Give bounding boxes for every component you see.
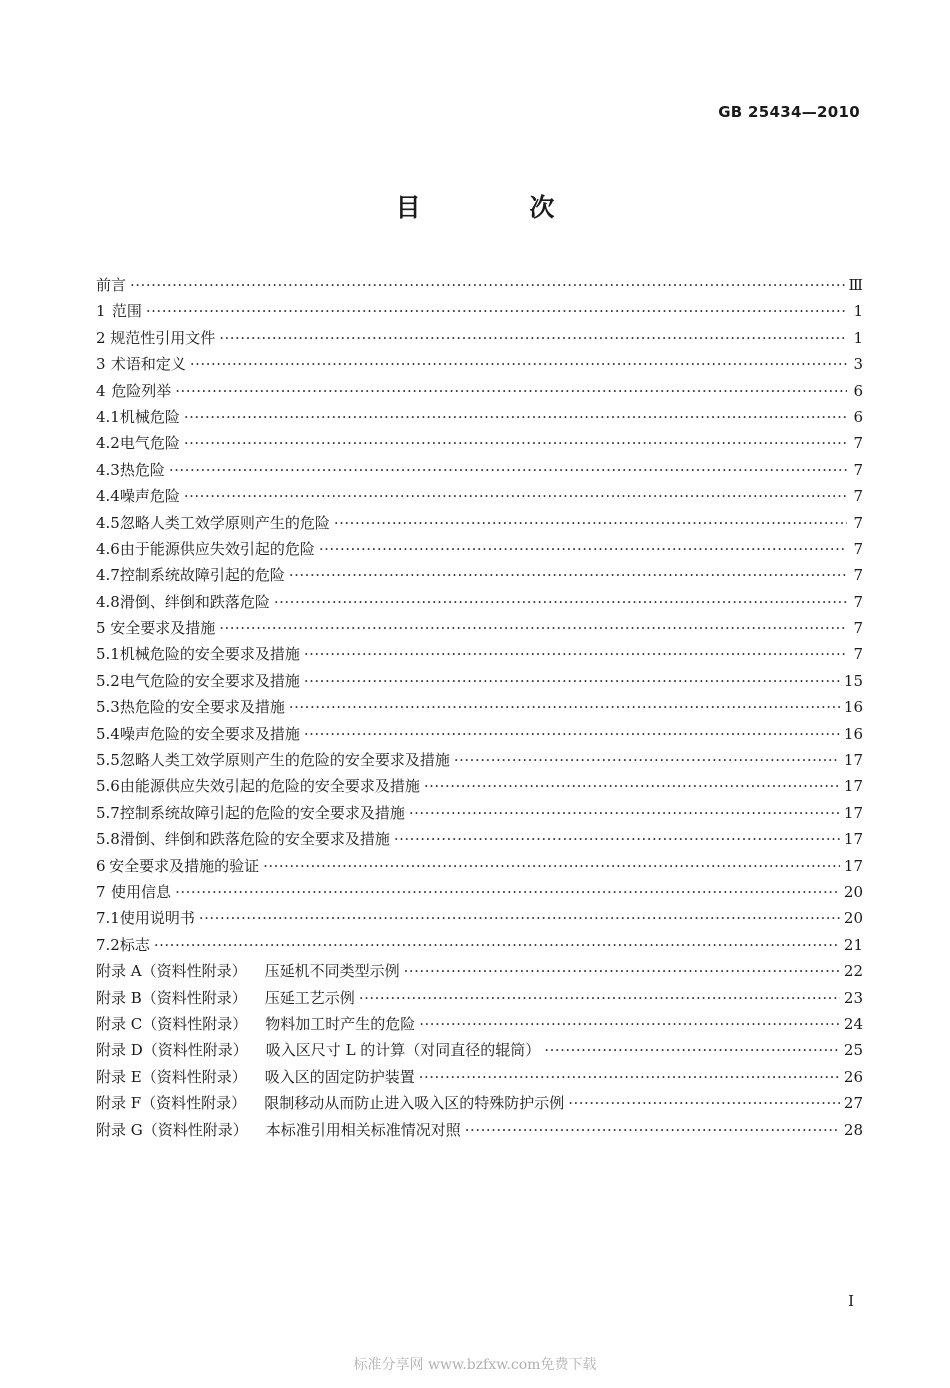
toc-entry-number: 5.8 <box>96 830 120 849</box>
toc-entry[interactable] <box>96 510 863 536</box>
toc-entry-page: 16 <box>843 724 863 743</box>
toc-entry-label: 规范性引用文件 <box>110 328 216 347</box>
toc-entry-label: 由于能源供应失效引起的危险 <box>119 539 315 558</box>
toc-entry-page: 17 <box>843 830 863 849</box>
toc-entry-page: 17 <box>843 803 863 822</box>
watermark: 标准分享网 www.bzfxw.com免费下载 <box>353 1357 597 1373</box>
dot-leader <box>394 826 840 852</box>
dot-leader <box>419 1011 840 1037</box>
toc-entry[interactable] <box>96 721 863 747</box>
toc-entry[interactable] <box>96 747 863 773</box>
toc-entry[interactable] <box>96 1011 863 1037</box>
dot-leader <box>175 879 840 905</box>
toc-entry-page: 7 <box>853 619 863 638</box>
toc-entry-number: 2 <box>96 328 106 347</box>
toc-entry-label: 安全要求及措施的验证 <box>109 856 260 875</box>
toc-entry-label: 噪声危险的安全要求及措施 <box>119 724 300 743</box>
toc-entry-page: 7 <box>853 434 863 453</box>
toc-entry-number: 4 <box>96 381 106 400</box>
dot-leader <box>419 1064 840 1090</box>
toc-entry-label: 范围 <box>111 302 142 321</box>
toc-entry-label: 标志 <box>119 935 150 954</box>
toc-entry-page: 28 <box>843 1120 863 1139</box>
toc-entry-page: 6 <box>853 407 863 426</box>
toc-entry-page: 27 <box>843 1094 863 1113</box>
toc-entry[interactable] <box>96 1117 863 1143</box>
toc-entry-label: 控制系统故障引起的危险 <box>119 566 285 585</box>
toc-entry-page: 7 <box>853 539 863 558</box>
toc-entry-page: 20 <box>843 882 863 901</box>
dot-leader <box>544 1037 840 1063</box>
toc-entry-number: 4.7 <box>96 566 120 585</box>
dot-leader <box>184 404 847 430</box>
toc-entry-number: 附录 C（资料性附录） <box>96 1014 248 1033</box>
toc-entry[interactable] <box>96 615 863 641</box>
toc-entry[interactable] <box>96 800 863 826</box>
toc-entry-label: 控制系统故障引起的危险的安全要求及措施 <box>119 803 405 822</box>
dot-leader <box>409 800 840 826</box>
toc-entry[interactable] <box>96 272 863 298</box>
toc-entry-label: 机械危险 <box>119 407 180 426</box>
dot-leader <box>359 985 840 1011</box>
toc-entry-number: 4.2 <box>96 434 120 453</box>
toc-entry-number: 4.1 <box>96 407 120 426</box>
dot-leader <box>334 510 847 536</box>
dot-leader <box>184 430 847 456</box>
toc-entry-page: 7 <box>853 645 863 664</box>
dot-leader <box>465 1117 840 1143</box>
toc-entry-label: 机械危险的安全要求及措施 <box>119 645 300 664</box>
toc-entry-page: 1 <box>853 302 863 321</box>
dot-leader <box>304 721 840 747</box>
toc-entry-number: 3 <box>96 355 106 374</box>
toc-entry[interactable] <box>96 430 863 456</box>
toc-entry-number: 4.5 <box>96 513 120 532</box>
toc-entry-page: 20 <box>843 909 863 928</box>
toc-entry[interactable] <box>96 773 863 799</box>
toc-entry-label: 限制移动从而防止进入吸入区的特殊防护示例 <box>264 1094 565 1113</box>
toc-entry-number: 6 <box>96 856 106 875</box>
toc-entry-number: 5.7 <box>96 803 120 822</box>
toc-entry-page: 7 <box>853 513 863 532</box>
toc-entry-number: 7.1 <box>96 909 120 928</box>
dot-leader <box>219 615 847 641</box>
toc-entry-number: 4.4 <box>96 487 120 506</box>
toc-entry[interactable] <box>96 562 863 588</box>
toc-entry-label: 危险列举 <box>111 381 172 400</box>
toc-entry[interactable] <box>96 905 863 931</box>
dot-leader <box>304 668 840 694</box>
toc-entry-label: 吸入区尺寸 L 的计算（对同直径的辊筒） <box>265 1041 541 1060</box>
toc-entry-label: 忽略人类工效学原则产生的危险的安全要求及措施 <box>119 751 450 770</box>
toc-entry-label: 热危险 <box>119 460 165 479</box>
toc-entry-number: 附录 G（资料性附录） <box>96 1120 248 1139</box>
dot-leader <box>304 641 847 667</box>
toc-entry-label: 物料加工时产生的危险 <box>265 1014 416 1033</box>
toc-entry-label: 吸入区的固定防护装置 <box>264 1067 415 1086</box>
dot-leader <box>219 325 847 351</box>
dot-leader <box>424 773 840 799</box>
toc-entry-number: 5.2 <box>96 671 120 690</box>
toc-entry-page: 17 <box>843 856 863 875</box>
toc-entry[interactable] <box>96 351 863 377</box>
toc-entry-page: 23 <box>843 988 863 1007</box>
toc-entry-page: 1 <box>853 328 863 347</box>
toc-entry-number: 4.6 <box>96 539 120 558</box>
toc-entry[interactable] <box>96 879 863 905</box>
toc-entry[interactable] <box>96 404 863 430</box>
toc-entry-number: 7.2 <box>96 935 120 954</box>
toc-entry-label: 由能源供应失效引起的危险的安全要求及措施 <box>119 777 420 796</box>
toc-entry-page: Ⅲ <box>848 276 863 294</box>
toc-entry-page: 24 <box>843 1014 863 1033</box>
toc-entry[interactable] <box>96 668 863 694</box>
toc-entry-page: 22 <box>843 962 863 981</box>
toc-entry-label: 噪声危险 <box>119 487 180 506</box>
toc-entry[interactable] <box>96 694 863 720</box>
dot-leader <box>289 562 847 588</box>
toc-entry-page: 7 <box>853 460 863 479</box>
dot-leader <box>404 958 840 984</box>
toc-entry[interactable] <box>96 932 863 958</box>
toc-entry-page: 17 <box>843 777 863 796</box>
page-title: 目 次 <box>395 193 605 222</box>
dot-leader <box>146 298 847 324</box>
dot-leader <box>568 1090 840 1116</box>
dot-leader <box>130 272 845 298</box>
toc-entry[interactable] <box>96 589 863 615</box>
toc-entry-label: 热危险的安全要求及措施 <box>119 698 285 717</box>
toc-entry-label: 前言 <box>96 276 127 294</box>
dot-leader <box>319 536 847 562</box>
dot-leader <box>190 351 847 377</box>
toc-entry-number: 5 <box>96 619 106 638</box>
toc-entry-label: 压延工艺示例 <box>264 988 355 1007</box>
toc-entry[interactable] <box>96 483 863 509</box>
toc-entry[interactable] <box>96 298 863 324</box>
toc-entry[interactable] <box>96 985 863 1011</box>
toc-entry-label: 滑倒、绊倒和跌落危险的安全要求及措施 <box>119 830 390 849</box>
toc-entry[interactable] <box>96 853 863 879</box>
toc-entry[interactable] <box>96 1090 863 1116</box>
toc-entry-label: 术语和定义 <box>110 355 186 374</box>
toc-entry-label: 本标准引用相关标准情况对照 <box>265 1120 461 1139</box>
toc-entry-number: 附录 D（资料性附录） <box>96 1041 248 1060</box>
toc-entry-page: 15 <box>843 671 863 690</box>
toc-entry-label: 使用信息 <box>111 882 172 901</box>
toc-entry-label: 电气危险的安全要求及措施 <box>119 671 300 690</box>
dot-leader <box>454 747 840 773</box>
toc-entry-page: 21 <box>843 935 863 954</box>
toc-entry[interactable] <box>96 325 863 351</box>
toc-entry-number: 7 <box>96 882 106 901</box>
toc-entry-page: 7 <box>853 566 863 585</box>
toc-entry-page: 25 <box>843 1041 863 1060</box>
toc-entry[interactable] <box>96 536 863 562</box>
toc-entry-number: 5.6 <box>96 777 120 796</box>
toc-entry-page: 3 <box>853 355 863 374</box>
toc-entry-page: 17 <box>843 751 863 770</box>
toc-entry-number: 4.8 <box>96 592 120 611</box>
toc-entry-label: 使用说明书 <box>119 909 195 928</box>
toc-entry-number: 5.4 <box>96 724 120 743</box>
toc-entry-label: 安全要求及措施 <box>110 619 216 638</box>
toc-entry[interactable] <box>96 958 863 984</box>
toc-entry-number: 5.1 <box>96 645 120 664</box>
toc-entry[interactable] <box>96 378 863 404</box>
toc-entry[interactable] <box>96 826 863 852</box>
toc-entry-number: 附录 E（资料性附录） <box>96 1067 247 1086</box>
toc-entry-label: 忽略人类工效学原则产生的危险 <box>119 513 330 532</box>
toc-entry-number: 5.5 <box>96 751 120 770</box>
toc-entry-number: 附录 F（资料性附录） <box>96 1094 247 1113</box>
toc-entry-page: 16 <box>843 698 863 717</box>
dot-leader <box>154 932 840 958</box>
table-of-contents <box>96 272 863 1143</box>
toc-entry-page: 26 <box>843 1067 863 1086</box>
dot-leader <box>169 457 847 483</box>
toc-entry[interactable] <box>96 1064 863 1090</box>
dot-leader <box>199 905 840 931</box>
toc-entry-number: 附录 B（资料性附录） <box>96 988 247 1007</box>
dot-leader <box>274 589 847 615</box>
toc-entry-number: 附录 A（资料性附录） <box>96 962 247 981</box>
dot-leader <box>263 853 840 879</box>
standard-code: GB 25434—2010 <box>718 103 860 121</box>
dot-leader <box>289 694 840 720</box>
page-number: I <box>848 1292 854 1310</box>
toc-entry-label: 滑倒、绊倒和跌落危险 <box>119 592 270 611</box>
toc-entry-number: 1 <box>96 302 106 321</box>
toc-entry-label: 压延机不同类型示例 <box>264 962 400 981</box>
dot-leader <box>175 378 847 404</box>
toc-entry-label: 电气危险 <box>119 434 180 453</box>
toc-entry-page: 7 <box>853 487 863 506</box>
toc-entry-number: 4.3 <box>96 460 120 479</box>
toc-entry-page: 7 <box>853 592 863 611</box>
toc-entry[interactable] <box>96 1037 863 1063</box>
toc-entry[interactable] <box>96 641 863 667</box>
toc-entry-number: 5.3 <box>96 698 120 717</box>
toc-entry[interactable] <box>96 457 863 483</box>
dot-leader <box>184 483 847 509</box>
toc-entry-page: 6 <box>853 381 863 400</box>
